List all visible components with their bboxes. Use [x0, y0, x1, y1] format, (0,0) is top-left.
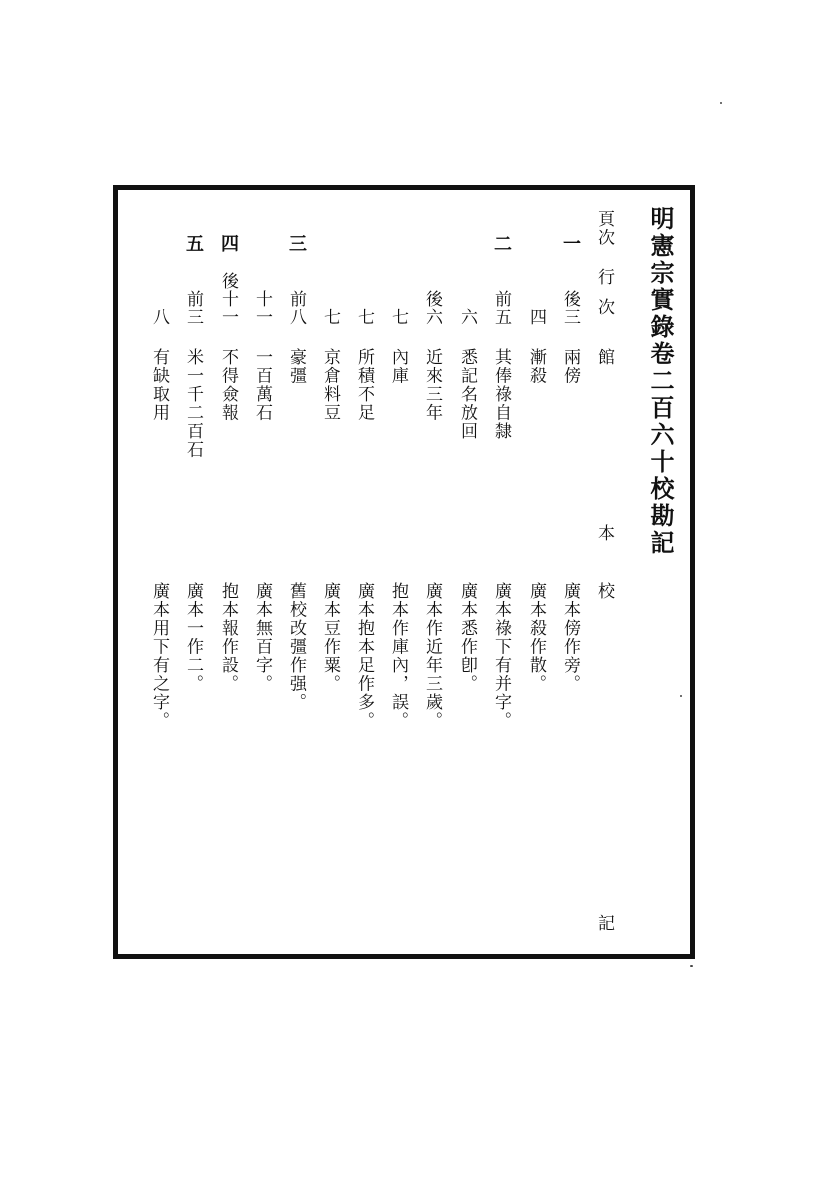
entry-text: 有缺取用 — [149, 348, 169, 422]
entry-line: 後三 — [560, 290, 580, 326]
entry-note: 廣本祿下有并字。 — [491, 582, 511, 730]
entry-page: 二 — [491, 234, 512, 253]
entry-text: 悉記名放回 — [457, 348, 477, 441]
header-line-label: 行 — [594, 268, 614, 287]
entry-line: 八 — [149, 308, 169, 326]
entry-note: 抱本報作設。 — [218, 582, 238, 693]
entry-note: 抱本作庫內，誤。 — [388, 582, 408, 730]
entry-line: 前八 — [286, 290, 306, 326]
entry-line: 六 — [457, 308, 477, 326]
entry-line: 前五 — [491, 290, 511, 326]
scan-speck — [690, 965, 693, 967]
entry-line: 後六 — [422, 290, 442, 326]
entry-text: 京倉料豆 — [320, 348, 340, 422]
entry-text: 一百萬石 — [252, 348, 272, 422]
entry-page: 四 — [218, 234, 239, 253]
entry-line: 七 — [354, 308, 374, 326]
entry-text: 內庫 — [388, 348, 408, 385]
entry-text: 近來三年 — [422, 348, 442, 422]
entry-note: 廣本作近年三歲。 — [422, 582, 442, 730]
header-order-label: 次 — [594, 298, 614, 317]
entry-note: 廣本用下有之字。 — [149, 582, 169, 730]
entry-line: 十一 — [252, 290, 272, 326]
entry-note: 廣本豆作粟。 — [320, 582, 340, 693]
entry-page: 一 — [560, 234, 581, 253]
entry-text: 米一千二百石 — [183, 348, 203, 459]
entry-text: 不得僉報 — [218, 348, 238, 422]
document-title: 明憲宗實錄卷二百六十校勘記 — [646, 206, 675, 557]
header-notes-label: 記 — [594, 914, 614, 933]
entry-text: 其俸祿自隸 — [491, 348, 511, 441]
entry-text: 兩傍 — [560, 348, 580, 385]
entry-note: 舊校改彊作强。 — [286, 582, 306, 712]
entry-line: 七 — [388, 308, 408, 326]
entry-note: 廣本殺作散。 — [526, 582, 546, 693]
entry-note: 廣本無百字。 — [252, 582, 272, 693]
entry-text: 豪彊 — [286, 348, 306, 385]
header-collation-label: 校 — [594, 582, 614, 601]
header-edition-label: 本 — [594, 524, 614, 543]
header-page-label: 頁次 — [594, 210, 614, 247]
entry-text: 所積不足 — [354, 348, 374, 422]
entry-page: 三 — [286, 234, 307, 253]
entry-text: 漸殺 — [526, 348, 546, 385]
entry-line: 七 — [320, 308, 340, 326]
scan-speck — [680, 695, 682, 697]
scan-speck — [720, 102, 722, 104]
entry-note: 廣本傍作旁。 — [560, 582, 580, 693]
entry-line: 後十一 — [218, 272, 238, 326]
entry-note: 廣本一作二。 — [183, 582, 203, 693]
entry-line: 前三 — [183, 290, 203, 326]
entry-page: 五 — [183, 234, 204, 253]
entry-note: 廣本抱本足作多。 — [354, 582, 374, 730]
entry-note: 廣本悉作卽。 — [457, 582, 477, 693]
header-library-label: 館 — [594, 348, 614, 367]
entry-line: 四 — [526, 308, 546, 326]
